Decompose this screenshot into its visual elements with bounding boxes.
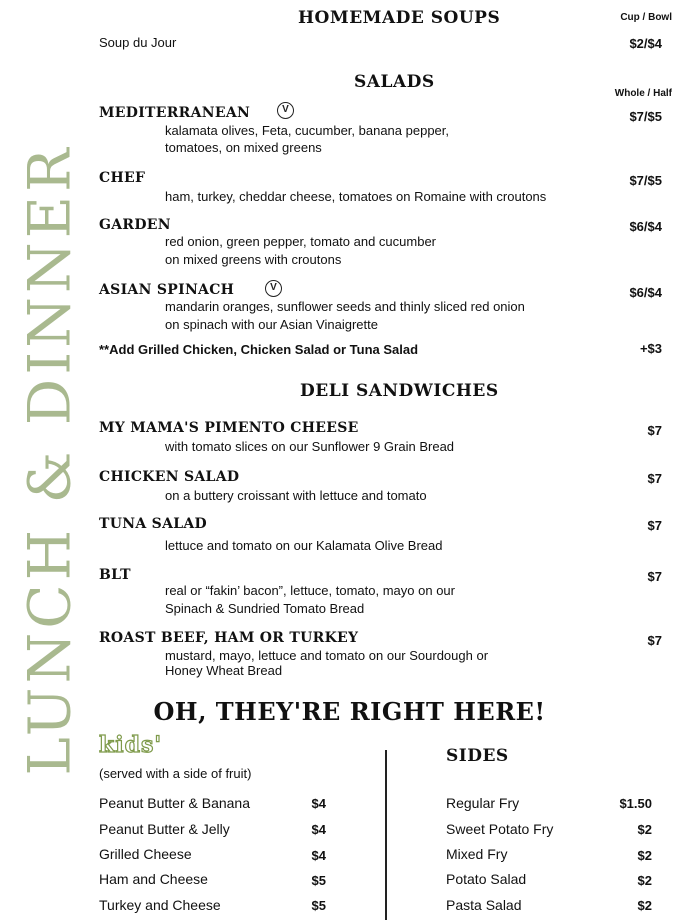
side-item-name: Mixed Fry <box>446 846 508 862</box>
side-title <box>15 140 85 780</box>
sandwich-name: BLT <box>99 567 131 583</box>
salad-price: $6/$4 <box>629 285 662 300</box>
sandwich-name: TUNA SALAD <box>99 516 207 532</box>
sandwich-name: ROAST BEEF, HAM OR TURKEY <box>99 630 359 646</box>
salad-desc: on spinach with our Asian Vinaigrette <box>165 317 378 332</box>
salad-name: ASIAN SPINACH <box>99 282 235 298</box>
sandwich-name: CHICKEN SALAD <box>99 469 240 485</box>
kids-item-price: $4 <box>311 796 326 811</box>
side-item-price: $2 <box>637 848 652 863</box>
kids-item-name: Turkey and Cheese <box>99 897 221 913</box>
sandwich-desc: with tomato slices on our Sunflower 9 Grain Bread <box>165 439 455 454</box>
banner: OH, THEY'RE RIGHT HERE! <box>153 697 546 726</box>
sandwich-desc: Honey Wheat Bread <box>165 663 283 678</box>
sandwich-price: $7 <box>647 569 662 584</box>
kids-note: (served with a side of fruit) <box>99 766 252 781</box>
side-item-name: Regular Fry <box>446 795 520 811</box>
side-item-price: $2 <box>637 898 652 913</box>
salad-name: GARDEN <box>99 217 171 233</box>
side-title-text: LUNCH & DINNER <box>16 144 85 776</box>
kids-item-name: Peanut Butter & Banana <box>99 795 250 811</box>
sandwich-desc: real or “fakin’ bacon”, lettuce, tomato, mayo on our <box>165 583 455 598</box>
side-item-name: Pasta Salad <box>446 897 522 913</box>
salad-desc: red onion, green pepper, tomato and cucumber <box>165 234 437 249</box>
kids-item-price: $5 <box>311 873 326 888</box>
salad-price: $7/$5 <box>629 173 662 188</box>
kids-item-price: $5 <box>311 898 326 913</box>
kids-item-name: Ham and Cheese <box>99 871 208 887</box>
sandwich-price: $7 <box>647 423 662 438</box>
salads-size-label: Whole / Half <box>614 88 672 99</box>
sandwich-desc: mustard, mayo, lettuce and tomato on our Sourdough or <box>165 648 489 663</box>
side-item-price: $1.50 <box>619 796 652 811</box>
salad-desc: on mixed greens with croutons <box>165 252 342 267</box>
salad-addon: **Add Grilled Chicken, Chicken Salad or Tuna Salad <box>99 342 419 357</box>
salads-heading: SALADS <box>354 72 435 92</box>
sandwich-desc: on a buttery croissant with lettuce and tomato <box>165 488 427 503</box>
sides-heading: SIDES <box>446 746 509 766</box>
salad-desc: ham, turkey, cheddar cheese, tomatoes on Romaine with croutons <box>165 189 547 204</box>
kids-item-price: $4 <box>311 848 326 863</box>
side-item-name: Potato Salad <box>446 871 527 887</box>
salad-name: MEDITERRANEAN <box>99 105 251 121</box>
sandwich-desc: Spinach & Sundried Tomato Bread <box>165 601 365 616</box>
kids-item-name: Grilled Cheese <box>99 846 192 862</box>
salad-desc: tomatoes, on mixed greens <box>165 140 322 155</box>
salad-addon-price: +$3 <box>639 341 662 356</box>
sandwich-price: $7 <box>647 518 662 533</box>
soup-name: Soup du Jour <box>99 35 177 50</box>
sandwiches-heading: DELI SANDWICHES <box>300 381 499 401</box>
vegetarian-icon: V <box>265 280 282 297</box>
salad-desc: mandarin oranges, sunflower seeds and thinly sliced red onion <box>165 299 525 314</box>
side-item-name: Sweet Potato Fry <box>446 821 554 837</box>
kids-item-price: $4 <box>311 822 326 837</box>
side-item-price: $2 <box>637 822 652 837</box>
salad-name: CHEF <box>99 170 146 186</box>
vegetarian-icon: V <box>277 102 294 119</box>
kids-logo: kids' <box>99 732 163 758</box>
sandwich-price: $7 <box>647 471 662 486</box>
salad-price: $7/$5 <box>629 109 662 124</box>
column-divider <box>385 750 387 920</box>
soup-price: $2/$4 <box>629 36 662 51</box>
kids-item-name: Peanut Butter & Jelly <box>99 821 230 837</box>
salad-price: $6/$4 <box>629 219 662 234</box>
salad-desc: kalamata olives, Feta, cucumber, banana pepper, <box>165 123 450 138</box>
sandwich-price: $7 <box>647 633 662 648</box>
sandwich-desc: lettuce and tomato on our Kalamata Olive Bread <box>165 538 443 553</box>
side-item-price: $2 <box>637 873 652 888</box>
soups-size-label: Cup / Bowl <box>620 12 672 23</box>
soups-heading: HOMEMADE SOUPS <box>298 8 501 28</box>
sandwich-name: MY MAMA'S PIMENTO CHEESE <box>99 420 359 436</box>
